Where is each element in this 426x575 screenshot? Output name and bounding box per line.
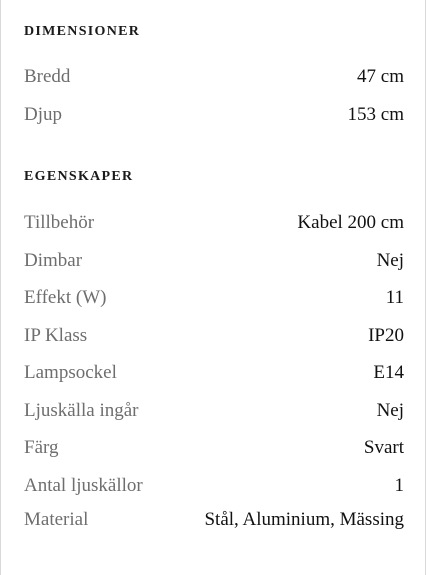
dimensions-list	[24, 58, 404, 133]
spec-label: Dimbar	[24, 249, 83, 271]
properties-heading: EGENSKAPER	[24, 169, 134, 184]
spec-value: Nej	[376, 399, 404, 421]
dimensions-heading: DIMENSIONER	[24, 24, 141, 39]
spec-label: Material	[24, 509, 89, 530]
product-specifications	[24, 0, 404, 535]
spec-value: 11	[385, 287, 404, 308]
spec-row-width	[24, 58, 404, 96]
spec-row-power	[24, 279, 404, 317]
spec-row-ip-class	[24, 317, 404, 355]
spec-label: Färg	[24, 437, 59, 458]
spec-value: 153 cm	[347, 103, 404, 125]
spec-value: IP20	[368, 324, 404, 346]
spec-label: IP Klass	[24, 324, 88, 346]
spec-row-dimmable	[24, 242, 404, 280]
spec-label: Lampsockel	[24, 362, 117, 383]
section-spacer	[24, 133, 404, 168]
spec-value: 1	[394, 474, 404, 496]
spec-label: Ljuskälla ingår	[24, 399, 139, 421]
spec-value: Kabel 200 cm	[297, 212, 404, 233]
spec-value: Nej	[376, 249, 404, 271]
spec-row-color	[24, 429, 404, 467]
spec-label: Tillbehör	[24, 212, 95, 233]
spec-value: Stål, Aluminium, Mässing	[204, 509, 404, 530]
properties-list	[24, 204, 404, 535]
spec-label: Bredd	[24, 66, 71, 87]
spec-row-bulb-count	[24, 467, 404, 505]
spec-value: E14	[373, 362, 404, 383]
spec-row-depth	[24, 96, 404, 134]
spec-row-bulb-included	[24, 392, 404, 430]
spec-row-accessory	[24, 204, 404, 242]
spec-value: 47 cm	[357, 66, 404, 87]
spec-row-socket	[24, 354, 404, 392]
spec-value: Svart	[363, 437, 404, 458]
spec-label: Djup	[24, 103, 62, 125]
spec-label: Antal ljuskällor	[24, 474, 143, 496]
panel-border-left	[0, 0, 1, 575]
spec-row-material	[24, 504, 404, 535]
spec-label: Effekt (W)	[24, 287, 107, 308]
